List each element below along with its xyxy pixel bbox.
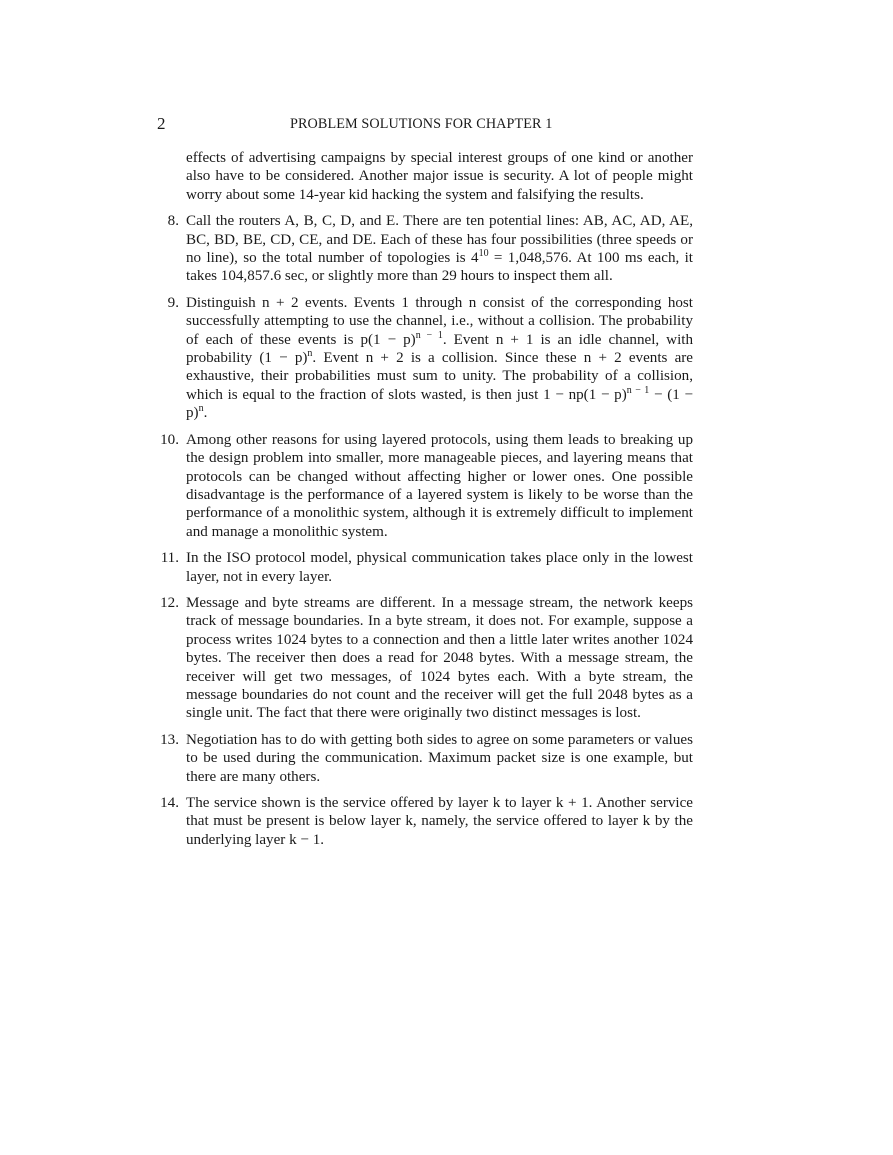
- solution-item-10: [160, 431, 693, 541]
- page-number: 2: [157, 114, 166, 133]
- solution-item-9: [167, 294, 694, 423]
- item-number: 10.: [160, 431, 179, 448]
- item-number: 8.: [167, 213, 179, 230]
- item-number: 14.: [160, 795, 179, 811]
- item-text: Call the routers A, B, C, D, and E. There are ten potential lines: AB, AC, AD, AE, BC, BD, BE, CD, CE, and DE. Each of these has four possibilities (three speeds or no line), so the total number of topologies is $4^{10} = 1,048,576$. At 100 ms each, it takes 104,857.6 sec, or slightly more than 29 hours to inspect them all.: [186, 213, 693, 285]
- item-text: Distinguish n + 2 events. Events 1 through n consist of the corresponding host successfully attempting to use the channel, i.e., without a collision. The probability of each of these events is $p(1 - p)^{n - 1}$. Event n + 1 is an idle channel, with probability $(1 - p)^n$. Event n + 2 is a collision. Since these n + 2 events are exhaustive, their probabilities must sum to unity. The probability of a collision, which is equal to the fraction of slots wasted, is then just $1 - np(1 - p)^{n - 1} - (1 - p)^n$.: [186, 294, 694, 422]
- item-text: Message and byte streams are different. In a message stream, the network keeps track of message boundaries. In a byte stream, it does not. For example, suppose a process writes 1024 bytes to a connection and then a little later writes another 1024 bytes. The receiver then does a read for 2048 bytes. With a message stream, the receiver will get two messages, of 1024 bytes each. With a byte stream, the message boundaries do not count and the receiver will get the full 2048 bytes as a single unit. The fact that there were originally two distinct messages is lost.: [186, 594, 693, 722]
- item-text: In the ISO protocol model, physical communication takes place only in the lowest layer, not in every layer.: [186, 550, 693, 585]
- item-number: 13.: [160, 731, 179, 748]
- solution-item-11: [160, 549, 693, 586]
- intro-paragraph: effects of advertising campaigns by special interest groups of one kind or another also have to be considered. Another major issue is security. A lot of people might worry about some 14-year kid hacking the system and falsifying the results.: [186, 150, 693, 203]
- item-text: The service shown is the service offered by layer k to layer k + 1. Another service that must be present is below layer k, namely, the service offered to layer k by the underlying layer k − 1.: [186, 795, 693, 848]
- item-text: Negotiation has to do with getting both sides to agree on some parameters or values to be used during the communication. Maximum packet size is one example, but there are many others.: [186, 731, 693, 785]
- solution-item-13: [160, 731, 693, 786]
- solution-item-8: [167, 212, 693, 286]
- item-number: 11.: [160, 550, 179, 567]
- item-number: 9.: [167, 294, 179, 311]
- solution-item-14: [160, 794, 693, 849]
- running-head: PROBLEM SOLUTIONS FOR CHAPTER 1: [290, 116, 553, 132]
- item-number: 12.: [160, 594, 179, 611]
- item-text: Among other reasons for using layered protocols, using them leads to breaking up the design problem into smaller, more manageable pieces, and layering means that protocols can be changed without affecting higher or lower ones. One possible disadvantage is the performance of a layered system is likely to be worse than the performance of a monolithic system, although it is extremely difficult to implement and manage a monolithic system.: [186, 431, 693, 540]
- solution-item-12: [160, 594, 693, 723]
- page-body: [160, 149, 694, 857]
